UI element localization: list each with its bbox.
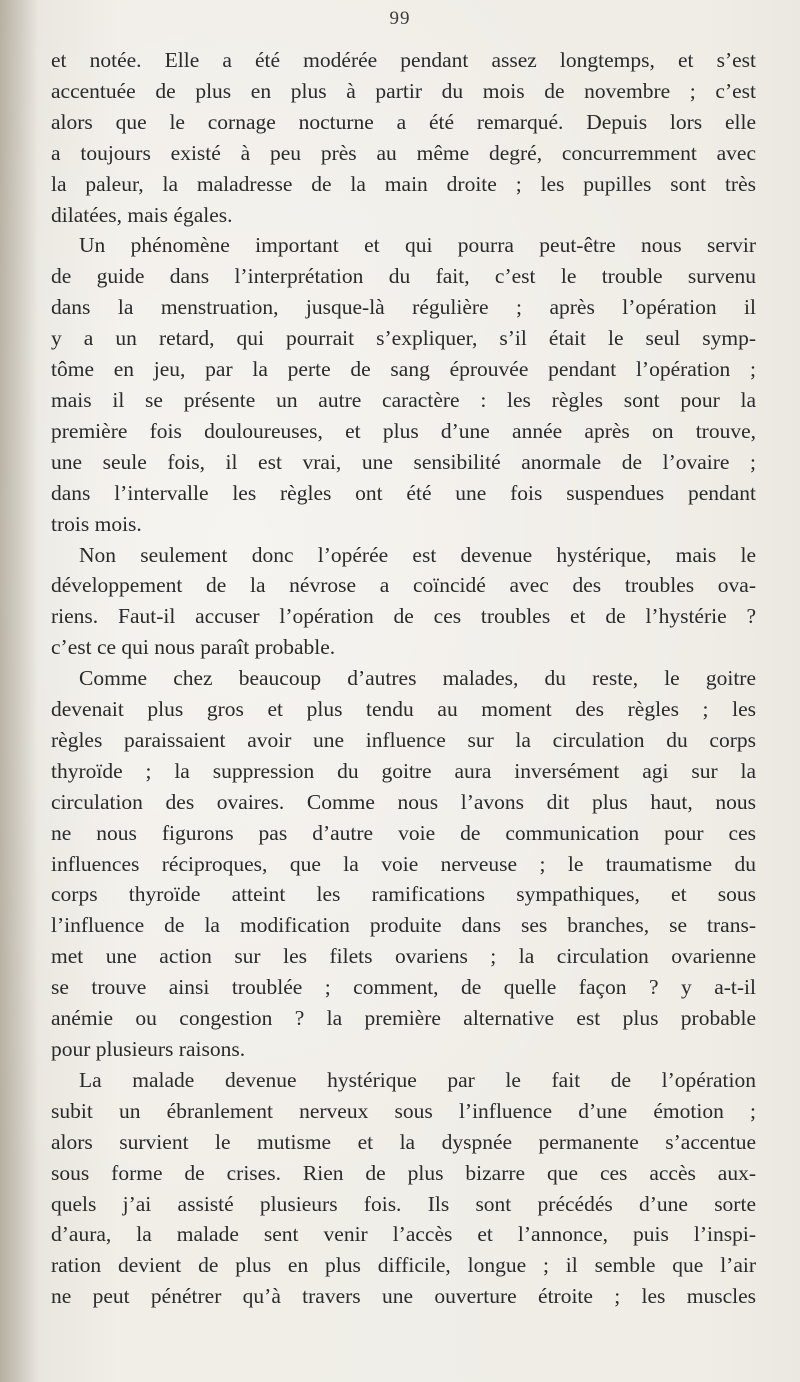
text-line: dans la menstruation, jusque-là régulière ; après l’opération il — [51, 295, 756, 320]
text-line: développement de la névrose a coïncidé avec des troubles ova- — [51, 573, 756, 598]
page-number: 99 — [389, 8, 411, 29]
text-line: tôme en jeu, par la perte de sang éprouvée pendant l’opération ; — [51, 357, 756, 382]
binding-shadow — [0, 0, 38, 1382]
text-line: règles paraissaient avoir une influence sur la circulation du corps — [51, 727, 756, 752]
text-line: l’influence de la modification produite dans ses branches, se trans- — [51, 913, 756, 938]
paragraph — [51, 540, 756, 664]
text-line: la paleur, la maladresse de la main droite ; les pupilles sont très — [51, 171, 756, 196]
paragraph — [51, 1065, 756, 1312]
text-line: dans l’intervalle les règles ont été une fois suspendues pendant — [51, 480, 756, 505]
text-line: a toujours existé à peu près au même degré, concurremment avec — [51, 140, 756, 165]
text-line: ration devient de plus en plus difficile, longue ; il semble que l’air — [51, 1253, 756, 1278]
text-line: trois mois. — [51, 511, 142, 536]
text-line: pour plusieurs raisons. — [51, 1037, 246, 1061]
text-line: alors que le cornage nocturne a été remarqué. Depuis lors elle — [51, 109, 756, 134]
text-line: Comme chez beaucoup d’autres malades, du reste, le goitre — [79, 666, 756, 691]
text-line: subit un ébranlement nerveux sous l’influence d’une émotion ; — [51, 1098, 756, 1123]
body-text — [51, 45, 756, 1312]
text-line: alors survient le mutisme et la dyspnée permanente s’accentue — [51, 1129, 756, 1154]
text-line: circulation des ovaires. Comme nous l’avons dit plus haut, nous — [51, 789, 756, 814]
text-line: se trouve ainsi troublée ; comment, de quelle façon ? y a-t-il — [51, 975, 756, 1000]
text-line: devenait plus gros et plus tendu au moment des règles ; les — [51, 697, 756, 722]
text-line: une seule fois, il est vrai, une sensibilité anormale de l’ovaire ; — [51, 449, 756, 474]
text-line: La malade devenue hystérique par le fait de l’opération — [79, 1067, 756, 1092]
paragraph — [51, 663, 756, 1065]
text-line: met une action sur les filets ovariens ; la circulation ovarienne — [51, 944, 756, 969]
text-line: première fois douloureuses, et plus d’une année après on trouve, — [51, 418, 756, 443]
text-line: et notée. Elle a été modérée pendant assez longtemps, et s’est — [51, 48, 756, 72]
text-line: thyroïde ; la suppression du goitre aura inversément agi sur la — [51, 758, 756, 783]
text-line: d’aura, la malade sent venir l’accès et l’annonce, puis l’inspi- — [51, 1222, 756, 1247]
text-line: quels j’ai assisté plusieurs fois. Ils sont précédés d’une sorte — [51, 1191, 756, 1216]
text-line: ne peut pénétrer qu’à travers une ouverture étroite ; les muscles — [51, 1284, 756, 1309]
text-line: sous forme de crises. Rien de plus bizarre que ces accès aux- — [51, 1160, 756, 1185]
text-line: Un phénomène important et qui pourra peut-être nous servir — [79, 233, 756, 258]
paragraph — [51, 230, 756, 539]
text-line: ne nous figurons pas d’autre voie de communication pour ces — [51, 820, 756, 845]
text-line: de guide dans l’interprétation du fait, c’est le trouble survenu — [51, 264, 756, 289]
text-line: Non seulement donc l’opérée est devenue hystérique, mais le — [79, 542, 756, 567]
text-line: corps thyroïde atteint les ramifications sympathiques, et sous — [51, 882, 756, 907]
text-line: y a un retard, qui pourrait s’expliquer, s’il était le seul symp- — [51, 326, 756, 351]
text-line: mais il se présente un autre caractère : les règles sont pour la — [51, 387, 756, 412]
text-line: riens. Faut-il accuser l’opération de ces troubles et de l’hystérie ? — [51, 604, 756, 629]
text-line: dilatées, mais égales. — [51, 202, 233, 227]
text-line: anémie ou congestion ? la première alternative est plus probable — [51, 1006, 756, 1031]
text-line: c’est ce qui nous paraît probable. — [51, 635, 336, 660]
paragraph — [51, 45, 756, 230]
text-line: accentuée de plus en plus à partir du mois de novembre ; c’est — [51, 78, 756, 103]
text-line: influences réciproques, que la voie nerveuse ; le traumatisme du — [51, 851, 756, 876]
